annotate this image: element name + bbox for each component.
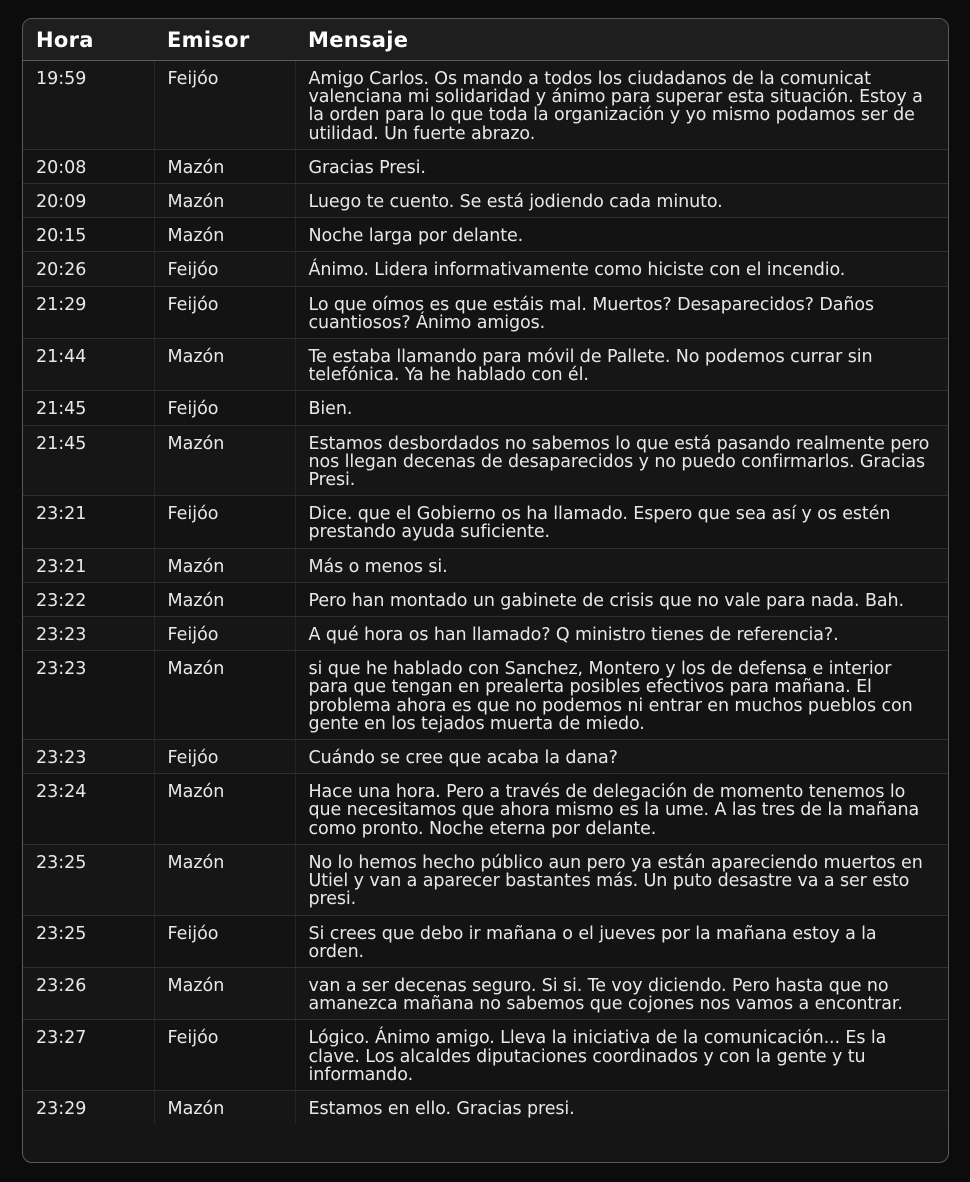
cell-emisor: Mazón — [154, 425, 295, 496]
cell-mensaje: Lo que oímos es que estáis mal. Muertos? Desaparecidos? Daños cuantiosos? Ánimo amigos. — [295, 286, 948, 338]
cell-hora: 19:59 — [23, 61, 154, 150]
cell-mensaje: A qué hora os han llamado? Q ministro tienes de referencia?. — [295, 617, 948, 651]
cell-hora: 23:23 — [23, 740, 154, 774]
table-row — [23, 651, 948, 740]
cell-hora: 23:25 — [23, 844, 154, 915]
cell-hora: 23:26 — [23, 967, 154, 1019]
table-header-row — [23, 19, 948, 61]
header-hora: Hora — [23, 19, 154, 61]
table-row — [23, 184, 948, 218]
cell-mensaje: Estamos en ello. Gracias presi. — [295, 1090, 948, 1124]
cell-emisor: Mazón — [154, 774, 295, 845]
table-row — [23, 218, 948, 252]
cell-emisor: Feijóo — [154, 286, 295, 338]
table-row — [23, 286, 948, 338]
cell-hora: 20:26 — [23, 252, 154, 286]
table-row — [23, 496, 948, 548]
cell-mensaje: si que he hablado con Sanchez, Montero y los de defensa e interior para que tengan en prealerta posibles efectivos para mañana. El problema ahora es que no podemos ni entrar en muchos pueblos con gente en los tejados muerta de miedo. — [295, 651, 948, 740]
cell-hora: 21:29 — [23, 286, 154, 338]
cell-hora: 23:29 — [23, 1090, 154, 1124]
cell-mensaje: No lo hemos hecho público aun pero ya están apareciendo muertos en Utiel y van a aparecer bastantes más. Un puto desastre va a ser esto presi. — [295, 844, 948, 915]
cell-emisor: Mazón — [154, 967, 295, 1019]
table-row — [23, 740, 948, 774]
cell-mensaje: Bien. — [295, 391, 948, 425]
table-row — [23, 425, 948, 496]
cell-mensaje: Hace una hora. Pero a través de delegación de momento tenemos lo que necesitamos que ahora mismo es la ume. A las tres de la mañana como pronto. Noche eterna por delante. — [295, 774, 948, 845]
cell-hora: 23:25 — [23, 915, 154, 967]
table-row — [23, 967, 948, 1019]
cell-hora: 20:15 — [23, 218, 154, 252]
table-row — [23, 582, 948, 616]
cell-hora: 23:23 — [23, 617, 154, 651]
cell-emisor: Feijóo — [154, 252, 295, 286]
table-row — [23, 339, 948, 391]
cell-hora: 23:21 — [23, 548, 154, 582]
cell-emisor: Feijóo — [154, 61, 295, 150]
cell-emisor: Feijóo — [154, 496, 295, 548]
table-body — [23, 61, 948, 1125]
messages-table — [23, 19, 948, 1124]
table-row — [23, 1020, 948, 1091]
cell-mensaje: Gracias Presi. — [295, 149, 948, 183]
table-row — [23, 915, 948, 967]
cell-hora: 21:45 — [23, 425, 154, 496]
cell-mensaje: Cuándo se cree que acaba la dana? — [295, 740, 948, 774]
cell-mensaje: Pero han montado un gabinete de crisis que no vale para nada. Bah. — [295, 582, 948, 616]
table-row — [23, 548, 948, 582]
cell-mensaje: Estamos desbordados no sabemos lo que está pasando realmente pero nos llegan decenas de desaparecidos y no puedo confirmarlos. Gracias Presi. — [295, 425, 948, 496]
cell-mensaje: Ánimo. Lidera informativamente como hiciste con el incendio. — [295, 252, 948, 286]
cell-emisor: Mazón — [154, 548, 295, 582]
cell-hora: 23:22 — [23, 582, 154, 616]
cell-mensaje: Más o menos si. — [295, 548, 948, 582]
cell-emisor: Feijóo — [154, 915, 295, 967]
cell-hora: 21:44 — [23, 339, 154, 391]
cell-emisor: Mazón — [154, 844, 295, 915]
table-row — [23, 252, 948, 286]
table-row — [23, 391, 948, 425]
header-mensaje: Mensaje — [295, 19, 948, 61]
cell-emisor: Mazón — [154, 339, 295, 391]
cell-mensaje: Noche larga por delante. — [295, 218, 948, 252]
cell-hora: 23:21 — [23, 496, 154, 548]
header-emisor: Emisor — [154, 19, 295, 61]
cell-hora: 20:09 — [23, 184, 154, 218]
cell-emisor: Mazón — [154, 651, 295, 740]
cell-hora: 20:08 — [23, 149, 154, 183]
cell-emisor: Mazón — [154, 582, 295, 616]
cell-mensaje: Luego te cuento. Se está jodiendo cada minuto. — [295, 184, 948, 218]
cell-emisor: Feijóo — [154, 391, 295, 425]
cell-mensaje: Lógico. Ánimo amigo. Lleva la iniciativa de la comunicación... Es la clave. Los alcaldes diputaciones coordinados y con la gente y tu informando. — [295, 1020, 948, 1091]
cell-hora: 21:45 — [23, 391, 154, 425]
cell-emisor: Mazón — [154, 1090, 295, 1124]
table-row — [23, 149, 948, 183]
cell-mensaje: Dice. que el Gobierno os ha llamado. Espero que sea así y os estén prestando ayuda suficiente. — [295, 496, 948, 548]
cell-mensaje: Si crees que debo ir mañana o el jueves por la mañana estoy a la orden. — [295, 915, 948, 967]
cell-emisor: Mazón — [154, 149, 295, 183]
cell-mensaje: van a ser decenas seguro. Si si. Te voy diciendo. Pero hasta que no amanezca mañana no sabemos que cojones nos vamos a encontrar. — [295, 967, 948, 1019]
cell-emisor: Feijóo — [154, 617, 295, 651]
table-row — [23, 844, 948, 915]
table-row — [23, 774, 948, 845]
cell-emisor: Mazón — [154, 218, 295, 252]
table-row — [23, 1090, 948, 1124]
cell-mensaje: Te estaba llamando para móvil de Pallete. No podemos currar sin telefónica. Ya he hablado con él. — [295, 339, 948, 391]
cell-emisor: Feijóo — [154, 1020, 295, 1091]
messages-table-frame — [22, 18, 949, 1163]
cell-hora: 23:23 — [23, 651, 154, 740]
cell-mensaje: Amigo Carlos. Os mando a todos los ciudadanos de la comunicat valenciana mi solidaridad y ánimo para superar esta situación. Estoy a la orden para lo que toda la organización y yo mismo podamos ser de utilidad. Un fuerte abrazo. — [295, 61, 948, 150]
cell-hora: 23:27 — [23, 1020, 154, 1091]
cell-emisor: Mazón — [154, 184, 295, 218]
table-row — [23, 617, 948, 651]
cell-emisor: Feijóo — [154, 740, 295, 774]
table-row — [23, 61, 948, 150]
cell-hora: 23:24 — [23, 774, 154, 845]
